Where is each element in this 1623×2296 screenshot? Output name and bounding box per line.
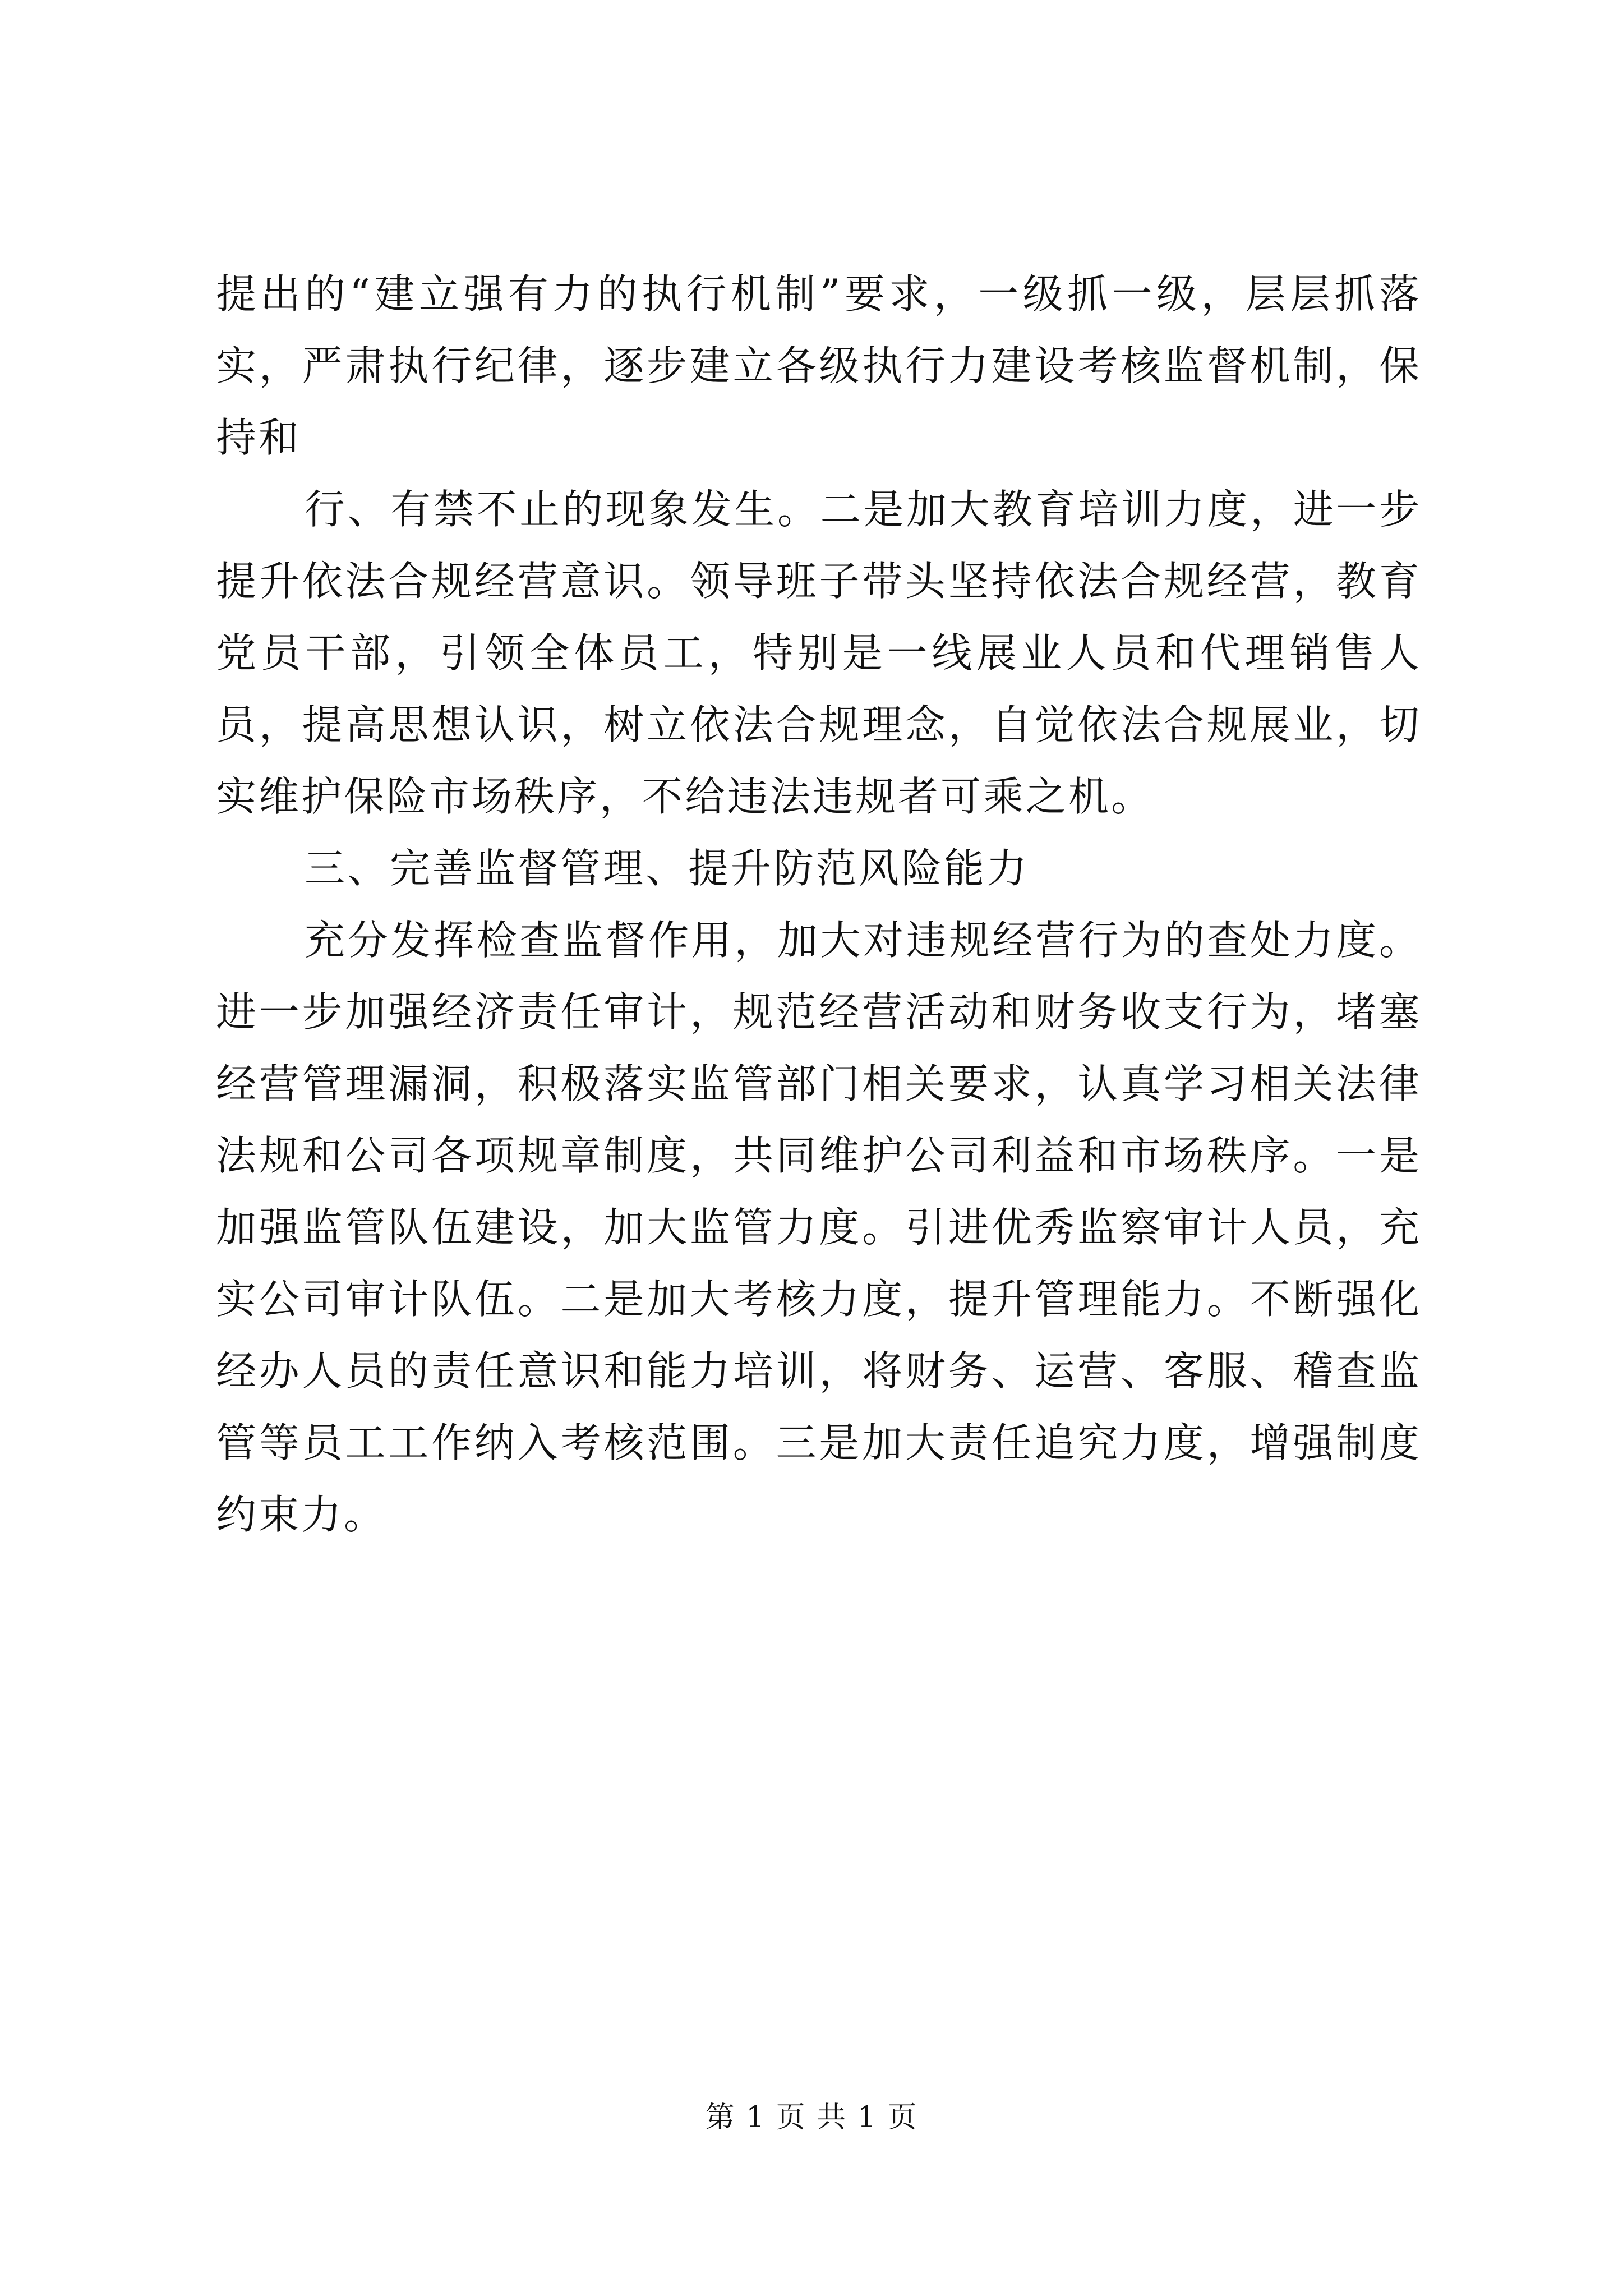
paragraph-4: 充分发挥检查监督作用，加大对违规经营行为的查处力度。进一步加强经济责任审计，规范经营活动和财务收支行为，堵塞经营管理漏洞，积极落实监管部门相关要求，认真学习相关法律法规和公司各项规章制度，共同维护公司利益和市场秩序。一是加强监管队伍建设，加大监管力度。引进优秀监察审计人员，充实公司审计队伍。二是加大考核力度，提升管理能力。不断强化经办人员的责任意识和能力培训，将财务、运营、客服、稽查监管等员工工作纳入考核范围。三是加大责任追究力度，增强制度约束力。 (216, 917, 1422, 1538)
document-body (216, 258, 1422, 1550)
section-heading-3: 三、完善监督管理、提升防范风险能力 (305, 845, 1030, 892)
paragraph-1: 提出的“建立强有力的执行机制”要求，一级抓一级，层层抓落实，严肃执行纪律，逐步建立各级执行力建设考核监督机制，保持和 (216, 270, 1422, 461)
paragraph-2: 行、有禁不止的现象发生。二是加大教育培训力度，进一步提升依法合规经营意识。领导班子带头坚持依法合规经营，教育党员干部，引领全体员工，特别是一线展业人员和代理销售人员，提高思想认识，树立依法合规理念，自觉依法合规展业，切实维护保险市场秩序，不给违法违规者可乘之机。 (216, 486, 1422, 820)
page-number-label: 第 1 页 共 1 页 (705, 2101, 918, 2134)
page-footer (0, 2098, 1623, 2137)
